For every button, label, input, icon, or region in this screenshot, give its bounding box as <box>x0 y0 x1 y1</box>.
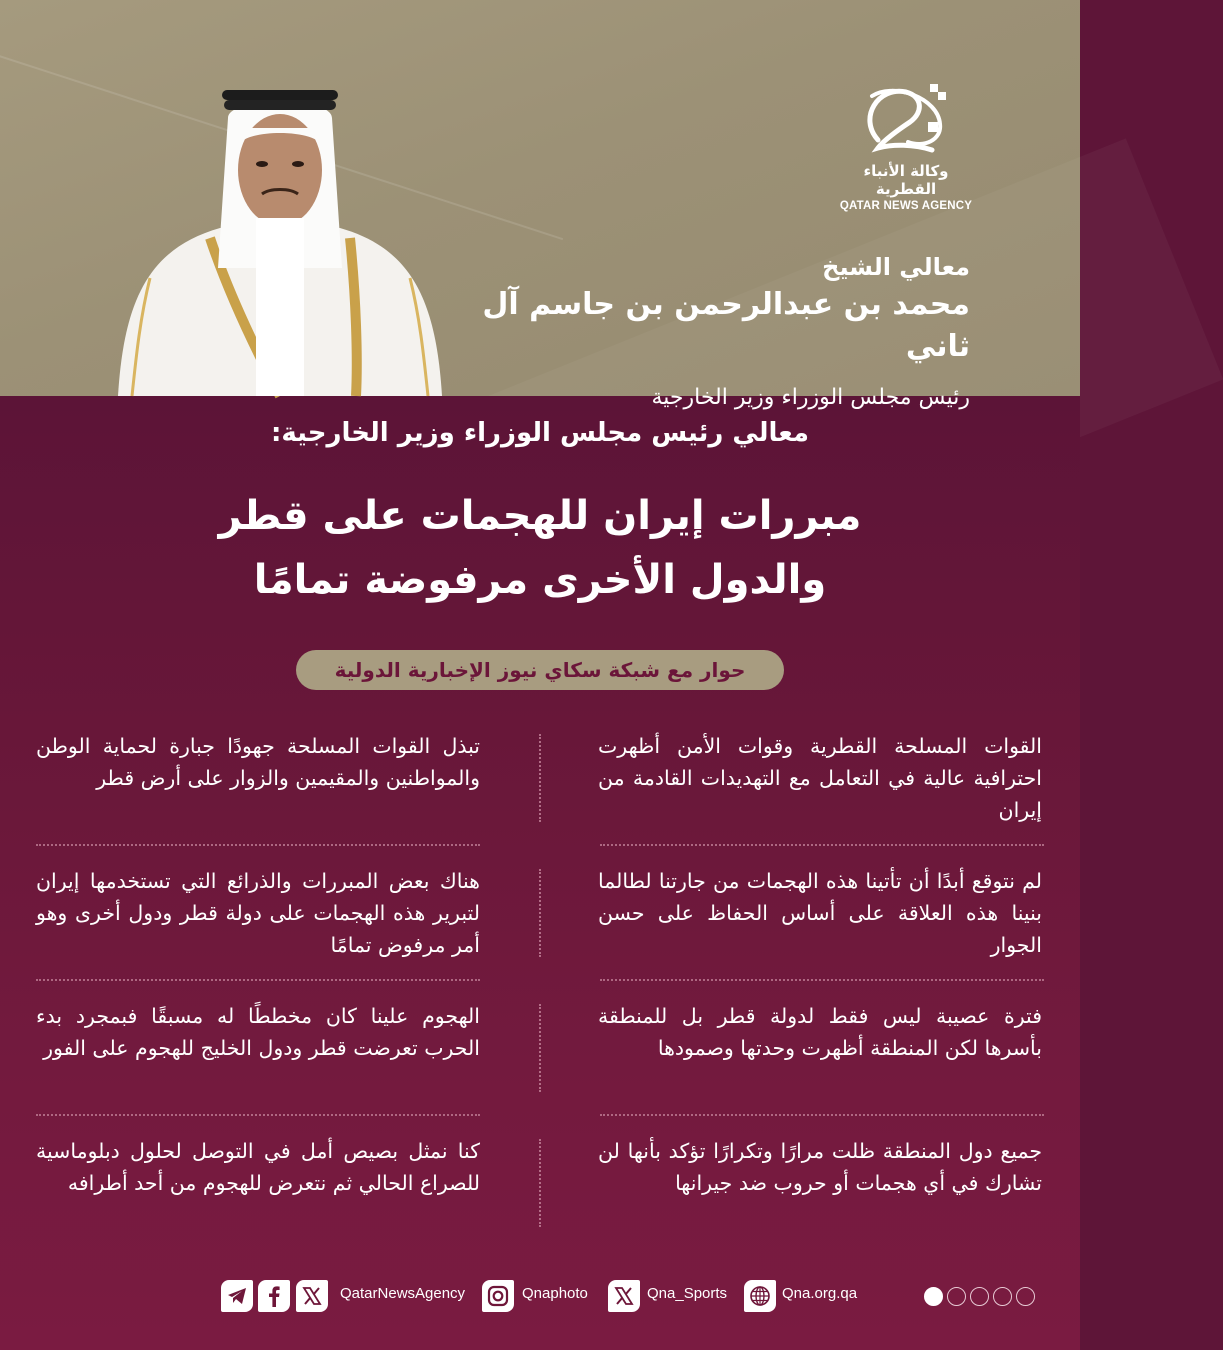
quote-left: هناك بعض المبررات والذرائع التي تستخدمها إيران لتبرير هذه الهجمات على دولة قطر ودول أخرى وهو أمر مرفوض تمامًا <box>36 869 480 957</box>
quote-row <box>0 996 1080 1131</box>
page-dot-2[interactable] <box>947 1287 966 1306</box>
horizontal-divider <box>36 979 480 981</box>
headline-line-2: والدول الأخرى مرفوضة تمامًا <box>253 557 827 603</box>
person-role: رئيس مجلس الوزراء وزير الخارجية <box>651 385 970 410</box>
quote-row <box>0 726 1080 861</box>
kicker: معالي رئيس مجلس الوزراء وزير الخارجية: <box>270 418 809 448</box>
quote-left: كنا نمثل بصيص أمل في التوصل لحلول دبلوماسية للصراع الحالي ثم نتعرض للهجوم من أحد أطرافه <box>36 1139 480 1195</box>
agency-logo <box>836 78 976 212</box>
qna-orbit-logo-icon <box>858 78 954 158</box>
source-pill: حوار مع شبكة سكاي نيوز الإخبارية الدولية <box>296 650 784 690</box>
headline <box>0 484 1080 612</box>
telegram-icon[interactable] <box>221 1280 253 1312</box>
vertical-divider <box>539 1004 541 1092</box>
person-name: محمد بن عبدالرحمن بن جاسم آل ثاني <box>482 287 970 364</box>
horizontal-divider <box>600 844 1044 846</box>
handle-website[interactable]: Qna.org.qa <box>782 1285 858 1302</box>
horizontal-divider <box>36 844 480 846</box>
quotes-grid <box>0 726 1080 1266</box>
quote-right: جميع دول المنطقة ظلت مرارًا وتكرارًا تؤكد بأنها لن تشارك في أي هجمات أو حروب ضد جيرانها <box>598 1139 1042 1195</box>
quote-right: فترة عصيبة ليس فقط لدولة قطر بل للمنطقة بأسرها لكن المنطقة أظهرت وحدتها وصمودها <box>598 1004 1042 1060</box>
handle-qna-sports[interactable]: Qna_Sports <box>647 1285 728 1302</box>
globe-icon[interactable] <box>744 1280 776 1312</box>
page-dot-1[interactable] <box>924 1287 943 1306</box>
headline-line-1: مبررات إيران للهجمات على قطر <box>218 493 862 539</box>
vertical-divider <box>539 1139 541 1227</box>
page-dot-5[interactable] <box>1016 1287 1035 1306</box>
horizontal-divider <box>36 1114 480 1116</box>
handle-qatarnewsagency[interactable]: QatarNewsAgency <box>340 1285 466 1302</box>
pagination-dots <box>924 1287 1035 1306</box>
instagram-icon[interactable] <box>482 1280 514 1312</box>
person-honorific: معالي الشيخ <box>822 253 970 281</box>
page-dot-4[interactable] <box>993 1287 1012 1306</box>
agency-name-ar: وكالة الأنباء القطرية <box>863 162 949 198</box>
quote-row <box>0 861 1080 996</box>
footer-social-bar <box>0 1276 1080 1316</box>
horizontal-divider <box>600 1114 1044 1116</box>
handle-qnaphoto[interactable]: Qnaphoto <box>522 1285 588 1302</box>
header-band <box>0 0 1080 410</box>
content-body <box>0 396 1080 1350</box>
horizontal-divider <box>600 979 1044 981</box>
quote-left: الهجوم علينا كان مخططًا له مسبقًا فبمجرد بدء الحرب تعرضت قطر ودول الخليج للهجوم على الفور <box>36 1004 480 1060</box>
quote-left: تبذل القوات المسلحة جهودًا جبارة لحماية الوطن والمواطنين والمقيمين والزوار على أرض قطر <box>36 734 480 790</box>
quote-right: لم نتوقع أبدًا أن تأتينا هذه الهجمات من جارتنا لطالما بنينا هذه العلاقة على أساس الحفاظ على حسن الجوار <box>598 869 1042 957</box>
x-icon[interactable] <box>296 1280 328 1312</box>
vertical-divider <box>539 869 541 957</box>
quote-right: القوات المسلحة القطرية وقوات الأمن أظهرت احترافية عالية في التعامل مع التهديدات القادمة من إيران <box>598 734 1042 822</box>
vertical-divider <box>539 734 541 822</box>
agency-name-en: QATAR NEWS AGENCY <box>839 200 973 212</box>
x-icon[interactable] <box>608 1280 640 1312</box>
person-name-block <box>410 250 970 418</box>
official-portrait <box>110 78 450 396</box>
quote-row <box>0 1131 1080 1266</box>
page-dot-3[interactable] <box>970 1287 989 1306</box>
facebook-icon[interactable] <box>258 1280 290 1312</box>
